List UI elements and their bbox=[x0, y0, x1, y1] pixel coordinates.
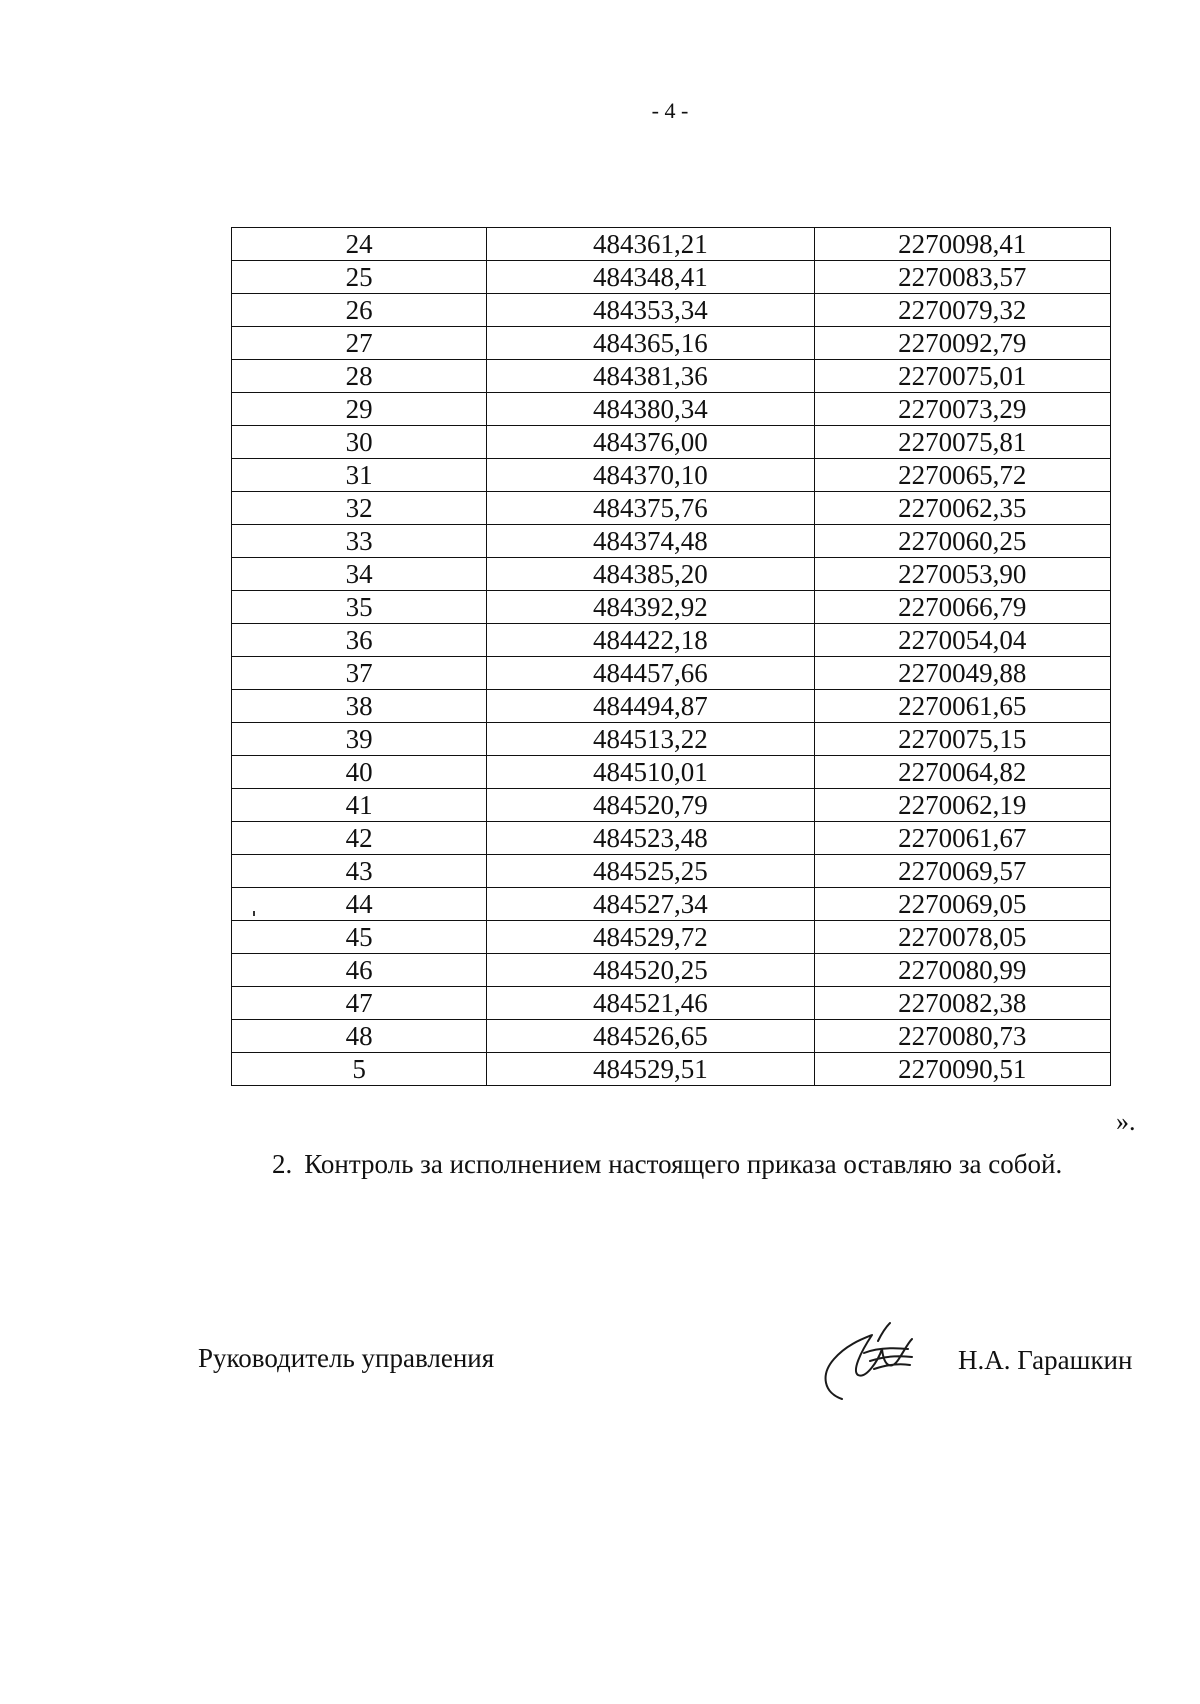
point-number-cell: 32 bbox=[232, 492, 487, 525]
x-coordinate-cell: 484375,76 bbox=[487, 492, 814, 525]
y-coordinate-cell: 2270062,19 bbox=[814, 789, 1110, 822]
x-coordinate-cell: 484494,87 bbox=[487, 690, 814, 723]
point-number-cell: 27 bbox=[232, 327, 487, 360]
point-number-cell: 5 bbox=[232, 1053, 487, 1086]
x-coordinate-cell: 484529,72 bbox=[487, 921, 814, 954]
point-number-cell: 24 bbox=[232, 228, 487, 261]
closing-quote: ». bbox=[1116, 1107, 1136, 1136]
x-coordinate-cell: 484376,00 bbox=[487, 426, 814, 459]
point-number-cell: 37 bbox=[232, 657, 487, 690]
table-row bbox=[232, 261, 1111, 294]
x-coordinate-cell: 484529,51 bbox=[487, 1053, 814, 1086]
y-coordinate-cell: 2270092,79 bbox=[814, 327, 1110, 360]
y-coordinate-cell: 2270061,65 bbox=[814, 690, 1110, 723]
x-coordinate-cell: 484525,25 bbox=[487, 855, 814, 888]
point-number-cell: 45 bbox=[232, 921, 487, 954]
table-row bbox=[232, 657, 1111, 690]
y-coordinate-cell: 2270098,41 bbox=[814, 228, 1110, 261]
x-coordinate-cell: 484380,34 bbox=[487, 393, 814, 426]
point-number-cell: 41 bbox=[232, 789, 487, 822]
point-number-cell: 33 bbox=[232, 525, 487, 558]
x-coordinate-cell: 484353,34 bbox=[487, 294, 814, 327]
y-coordinate-cell: 2270069,05 bbox=[814, 888, 1110, 921]
x-coordinate-cell: 484374,48 bbox=[487, 525, 814, 558]
y-coordinate-cell: 2270064,82 bbox=[814, 756, 1110, 789]
point-number-cell: 43 bbox=[232, 855, 487, 888]
x-coordinate-cell: 484457,66 bbox=[487, 657, 814, 690]
point-number-cell: 36 bbox=[232, 624, 487, 657]
y-coordinate-cell: 2270049,88 bbox=[814, 657, 1110, 690]
y-coordinate-cell: 2270075,81 bbox=[814, 426, 1110, 459]
x-coordinate-cell: 484520,79 bbox=[487, 789, 814, 822]
x-coordinate-cell: 484422,18 bbox=[487, 624, 814, 657]
x-coordinate-cell: 484365,16 bbox=[487, 327, 814, 360]
table-row bbox=[232, 921, 1111, 954]
y-coordinate-cell: 2270080,99 bbox=[814, 954, 1110, 987]
signatory-title: Руководитель управления bbox=[198, 1343, 495, 1373]
table-row bbox=[232, 294, 1111, 327]
point-number-cell: 39 bbox=[232, 723, 487, 756]
table-row bbox=[232, 228, 1111, 261]
y-coordinate-cell: 2270090,51 bbox=[814, 1053, 1110, 1086]
y-coordinate-cell: 2270069,57 bbox=[814, 855, 1110, 888]
x-coordinate-cell: 484513,22 bbox=[487, 723, 814, 756]
table-row bbox=[232, 624, 1111, 657]
x-coordinate-cell: 484520,25 bbox=[487, 954, 814, 987]
y-coordinate-cell: 2270062,35 bbox=[814, 492, 1110, 525]
point-number-cell: 35 bbox=[232, 591, 487, 624]
table-row bbox=[232, 756, 1111, 789]
point-number-cell: 28 bbox=[232, 360, 487, 393]
x-coordinate-cell: 484526,65 bbox=[487, 1020, 814, 1053]
y-coordinate-cell: 2270053,90 bbox=[814, 558, 1110, 591]
table-row bbox=[232, 723, 1111, 756]
x-coordinate-cell: 484385,20 bbox=[487, 558, 814, 591]
item-text: Контроль за исполнением настоящего приказа оставляю за собой. bbox=[304, 1149, 1063, 1179]
y-coordinate-cell: 2270078,05 bbox=[814, 921, 1110, 954]
signatory-name: Н.А. Гарашкин bbox=[958, 1345, 1133, 1375]
point-number-cell: 47 bbox=[232, 987, 487, 1020]
table-row bbox=[232, 1053, 1111, 1086]
y-coordinate-cell: 2270080,73 bbox=[814, 1020, 1110, 1053]
y-coordinate-cell: 2270083,57 bbox=[814, 261, 1110, 294]
table-row bbox=[232, 360, 1111, 393]
table-row bbox=[232, 426, 1111, 459]
point-number-cell: 44 bbox=[232, 888, 487, 921]
y-coordinate-cell: 2270082,38 bbox=[814, 987, 1110, 1020]
point-number-cell: 31 bbox=[232, 459, 487, 492]
x-coordinate-cell: 484523,48 bbox=[487, 822, 814, 855]
point-number-cell: 48 bbox=[232, 1020, 487, 1053]
table-row bbox=[232, 987, 1111, 1020]
y-coordinate-cell: 2270079,32 bbox=[814, 294, 1110, 327]
table-row bbox=[232, 855, 1111, 888]
point-number-cell: 34 bbox=[232, 558, 487, 591]
item-number: 2. bbox=[272, 1149, 293, 1179]
x-coordinate-cell: 484361,21 bbox=[487, 228, 814, 261]
scan-speck bbox=[253, 911, 255, 916]
x-coordinate-cell: 484348,41 bbox=[487, 261, 814, 294]
y-coordinate-cell: 2270075,01 bbox=[814, 360, 1110, 393]
table-row bbox=[232, 1020, 1111, 1053]
table-row bbox=[232, 459, 1111, 492]
y-coordinate-cell: 2270060,25 bbox=[814, 525, 1110, 558]
table-row bbox=[232, 888, 1111, 921]
table-row bbox=[232, 789, 1111, 822]
y-coordinate-cell: 2270073,29 bbox=[814, 393, 1110, 426]
table-row bbox=[232, 393, 1111, 426]
y-coordinate-cell: 2270061,67 bbox=[814, 822, 1110, 855]
paragraph-item-2 bbox=[272, 1149, 1062, 1180]
point-number-cell: 26 bbox=[232, 294, 487, 327]
y-coordinate-cell: 2270054,04 bbox=[814, 624, 1110, 657]
x-coordinate-cell: 484381,36 bbox=[487, 360, 814, 393]
x-coordinate-cell: 484527,34 bbox=[487, 888, 814, 921]
point-number-cell: 46 bbox=[232, 954, 487, 987]
point-number-cell: 29 bbox=[232, 393, 487, 426]
coordinates-table-body bbox=[232, 228, 1111, 1086]
table-row bbox=[232, 822, 1111, 855]
x-coordinate-cell: 484521,46 bbox=[487, 987, 814, 1020]
y-coordinate-cell: 2270065,72 bbox=[814, 459, 1110, 492]
table-row bbox=[232, 492, 1111, 525]
table-row bbox=[232, 525, 1111, 558]
point-number-cell: 42 bbox=[232, 822, 487, 855]
coordinates-table bbox=[231, 227, 1111, 1086]
x-coordinate-cell: 484370,10 bbox=[487, 459, 814, 492]
x-coordinate-cell: 484392,92 bbox=[487, 591, 814, 624]
x-coordinate-cell: 484510,01 bbox=[487, 756, 814, 789]
y-coordinate-cell: 2270066,79 bbox=[814, 591, 1110, 624]
handwritten-signature bbox=[812, 1313, 922, 1405]
table-row bbox=[232, 558, 1111, 591]
page-number: - 4 - bbox=[651, 98, 689, 123]
point-number-cell: 25 bbox=[232, 261, 487, 294]
point-number-cell: 40 bbox=[232, 756, 487, 789]
point-number-cell: 38 bbox=[232, 690, 487, 723]
table-row bbox=[232, 954, 1111, 987]
table-row bbox=[232, 690, 1111, 723]
point-number-cell: 30 bbox=[232, 426, 487, 459]
table-row bbox=[232, 327, 1111, 360]
table-row bbox=[232, 591, 1111, 624]
y-coordinate-cell: 2270075,15 bbox=[814, 723, 1110, 756]
